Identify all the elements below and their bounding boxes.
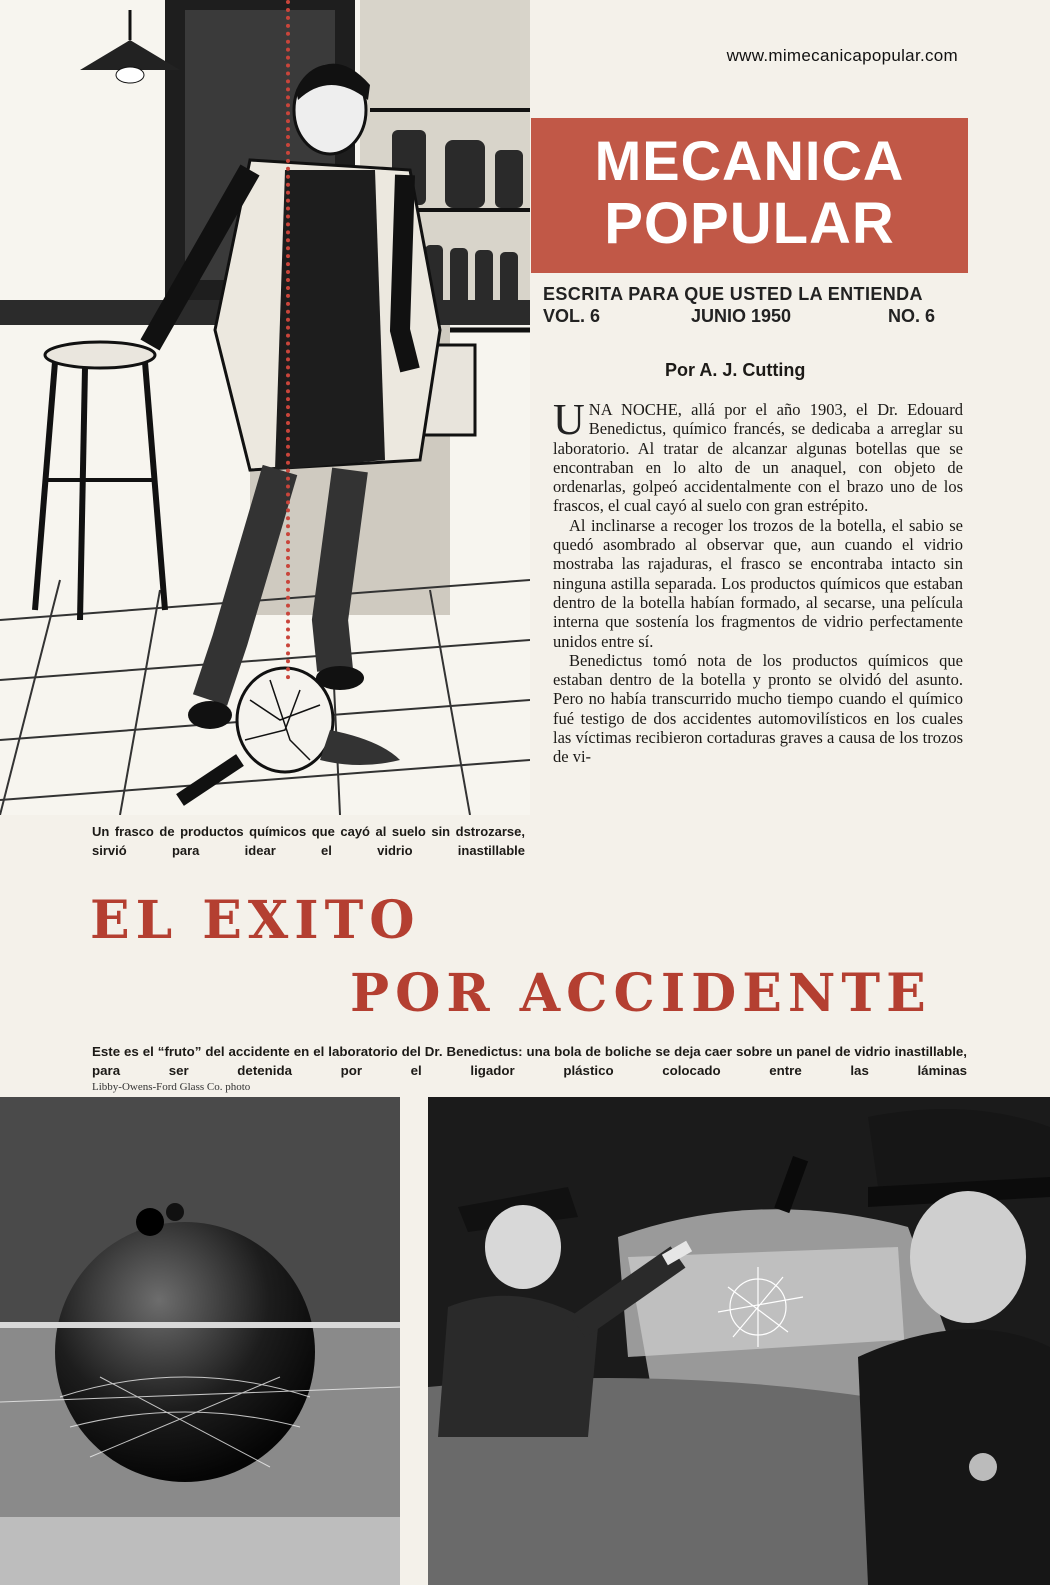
drop-cap: U [553,395,585,444]
issue-number: NO. 6 [888,306,936,326]
paragraph-3: Benedictus tomó nota de los productos químicos que estaban dentro de la botella y pronto se olvidó del asunto. Pero no había transcurrido mucho tiempo cuando el químico fué testigo de dos accidentes automovilísticos en los cuales las víctimas recibieron cortaduras graves a causa de los trozos de vi- [553,650,963,767]
tagline: ESCRITA PARA QUE USTED LA ENTIENDA [543,284,923,304]
paragraph-1 [553,395,963,516]
paragraph-1-text: NA NOCHE, allá por el año 1903, el Dr. Edouard Benedictus, químico francés, se dedicaba a arreglar su laboratorio. Al tratar de alcanzar algunas botellas que se encontraban en lo alto de un anaquel, con objeto de ordenarlas, golpeó accidentalmente con el brazo uno de los frascos, el cual cayó al suelo con gran estrépito. [553,400,963,516]
website-url[interactable]: www.mimecanicapopular.com [726,46,958,65]
photo-credit: Libby-Owens-Ford Glass Co. photo [92,1081,251,1093]
police-officers-image [428,1097,1050,1585]
police-windshield-photo [428,1097,1050,1585]
headline-line1: EL EXITO [90,890,421,951]
illustration-caption: Un frasco de productos químicos que cayó al suelo sin dstrozarse, sirvió para idear el vidrio inastillable [92,824,525,858]
masthead-line1: MECANICA [594,129,905,192]
issue-date: JUNIO 1950 [691,306,792,326]
headline-line2: POR ACCIDENTE [350,963,932,1024]
scientist-illustration [0,0,530,815]
photo-caption: Este es el “fruto” del accidente en el laboratorio del Dr. Benedictus: una bola de boliche se deja caer sobre un panel de vidrio inastillable, para ser detenida por el ligador plástico colocado entre las láminas [92,1044,967,1078]
dotted-red-line [286,0,290,680]
paragraph-2: Al inclinarse a recoger los trozos de la botella, el sabio se quedó asombrado al observar que, aun cuando el vidrio mostraba las rajaduras, el frasco se encontraba intacto sin ninguna astilla separada. Los productos químicos que estaban dentro de la botella habían formado, al secarse, una película interna que sostenía los fragmentos de vidrio perfectamente unidos entre sí. [553,515,963,651]
masthead-logo [531,118,968,273]
masthead-line2: POPULAR [604,191,895,256]
bowling-ball-image [0,1097,400,1585]
article-body [553,395,963,767]
bowling-ball-photo [0,1097,400,1585]
lab-illustration [0,0,530,815]
byline: Por A. J. Cutting [665,360,806,380]
volume-label: VOL. 6 [543,306,601,326]
